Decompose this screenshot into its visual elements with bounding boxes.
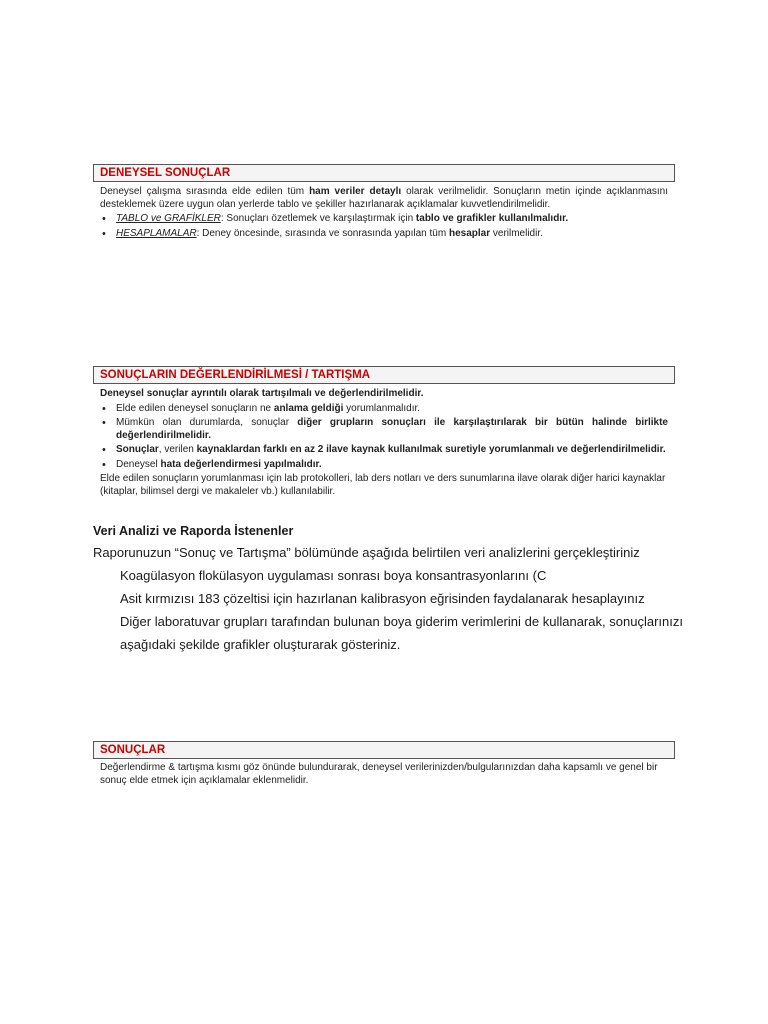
list-item	[116, 213, 668, 226]
text-run: Elde edilen deneysel sonuçların ne	[116, 402, 274, 414]
section-title: Veri Analizi ve Raporda İstenenler	[93, 524, 294, 538]
text-run: Deneysel çalışma sırasında elde edilen tüm	[100, 186, 310, 197]
section-sonuclar	[93, 741, 675, 787]
intro-text: Raporunuzun “Sonuç ve Tartışma” bölümünde aşağıda belirtilen veri analizlerini gerçekleştiriniz	[93, 545, 640, 560]
item-text: : Deney öncesinde, sırasında ve sonrasında yapılan tüm	[196, 227, 449, 239]
text-run-bold: hata değerlendirmesi yapılmalıdır.	[160, 458, 322, 470]
text-run-bold: diğer grupların sonuçları ile karşılaştırılarak bir bütün halinde birlikte değerlendirilmelidir.	[116, 417, 668, 441]
section-body	[93, 182, 675, 240]
item-text-bold: hesaplar	[448, 227, 491, 239]
tail-text: Elde edilen sonuçların yorumlanması için lab protokolleri, lab ders notları ve ders sunumlarına ilave olarak diğer harici kaynaklar (kitaplar, bilimsel dergi ve makaleler vb.) kullanılabilir.	[100, 473, 666, 497]
section-deneysel-sonuclar	[93, 164, 675, 242]
section-header: DENEYSEL SONUÇLAR	[93, 164, 675, 182]
text-run: Mümkün olan durumlarda, sonuçlar	[116, 417, 298, 428]
list-item	[116, 228, 668, 241]
text-run: olarak verilmelidir. Sonuçların metin içinde açıklanmasını desteklemek üzere uygun olan yerlerde tablo ve şekiller hazırlanarak açıklamalar kuvvetlendirilmelidir.	[100, 186, 669, 210]
section-tartisma	[93, 366, 675, 498]
item-text: verilmelidir.	[490, 227, 543, 239]
bullet-list	[100, 403, 668, 472]
item-label: TABLO ve GRAFİKLER	[116, 213, 221, 224]
instruction-line: Asit kırmızısı 183 çözeltisi için hazırlanan kalibrasyon eğrisinden faydalanarak hesaplayınız	[120, 591, 645, 606]
section-header: SONUÇLAR	[93, 741, 675, 759]
list-item	[116, 444, 668, 457]
text-run: yorumlanmalıdır.	[343, 402, 421, 414]
item-text: : Sonuçları özetlemek ve karşılaştırmak için	[220, 213, 416, 224]
text-run-bold: ham veriler detaylı	[309, 186, 402, 197]
list-item	[116, 417, 668, 442]
instruction-line: Diğer laboratuvar grupları tarafından bulunan boya giderim verimlerini de kullanarak, sonuçlarınızı aşağıdaki şekilde grafikler oluşturarak gösteriniz.	[120, 614, 683, 652]
text-run: Deneysel	[116, 458, 161, 470]
list-item	[116, 459, 668, 472]
text-run: , verilen	[158, 444, 197, 455]
section-body	[93, 384, 675, 498]
section-header: SONUÇLARIN DEĞERLENDİRİLMESİ / TARTIŞMA	[93, 366, 675, 384]
item-text-bold: tablo ve grafikler kullanılmalıdır.	[415, 213, 569, 224]
item-label: HESAPLAMALAR	[116, 227, 197, 239]
text-run-bold: kaynaklardan farklı en az 2 ilave kaynak kullanılmak suretiyle yorumlanmalı ve değerlendirilmelidir.	[196, 444, 666, 455]
bullet-list	[100, 213, 668, 240]
paragraph	[100, 186, 668, 211]
section-body	[93, 759, 675, 787]
section-veri-analizi	[93, 524, 683, 656]
text-run-bold: Sonuçlar	[116, 444, 159, 455]
text-run-bold: anlama geldiği	[273, 402, 344, 414]
list-item	[116, 403, 668, 416]
lead-text: Deneysel sonuçlar ayrıntılı olarak tartışılmalı ve değerlendirilmelidir.	[100, 388, 424, 399]
paragraph: Değerlendirme & tartışma kısmı göz önünde bulundurarak, deneysel verilerinizden/bulgularınızdan daha kapsamlı ve genel bir sonuç elde etmek için açıklamalar eklenmelidir.	[100, 762, 658, 786]
instruction-line: Koagülasyon flokülasyon uygulaması sonrası boya konsantrasyonlarını (C	[120, 568, 547, 583]
